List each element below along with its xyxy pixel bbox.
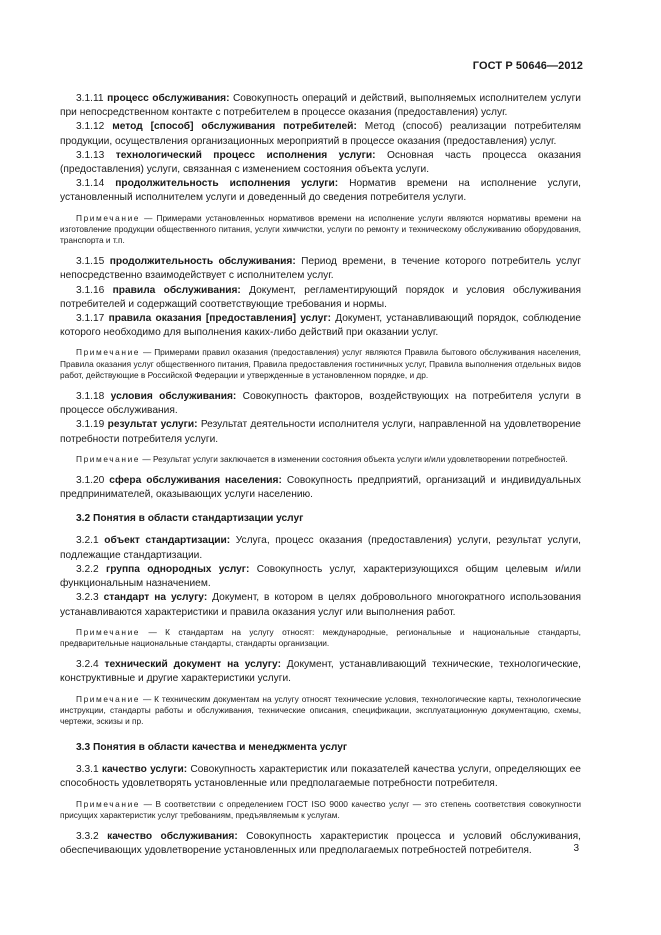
term-entry: 3.1.13 технологический процесс исполнения услуги: Основная часть процесса оказания (предоставления) услуги, связанная с изменением состояния объекта услуги.: [60, 149, 581, 176]
term-entry: 3.1.16 правила обслуживания: Документ, регламентирующий порядок и условия обслуживания потребителей и содержащий соответствующие требования и нормы.: [60, 284, 581, 310]
page-number: 3: [573, 843, 579, 854]
term-entry: 3.2.2 группа однородных услуг: Совокупность услуг, характеризующихся общим целевым и/или функциональным назначением.: [60, 563, 581, 590]
section-heading: 3.3 Понятия в области качества и менеджмента услуг: [76, 742, 348, 754]
term-entry: 3.2.1 объект стандартизации: Услуга, процесс оказания (предоставления) услуги, результат услуги, подлежащие стандартизации.: [60, 535, 581, 561]
page-content: [60, 92, 581, 858]
term-entry: 3.1.14 продолжительность исполнения услуги: Норматив времени на исполнение услуги, установленный исполнителем услуги и доведенный до сведения потребителя услуги.: [60, 178, 581, 204]
term-entry: 3.2.4 технический документ на услугу: Документ, устанавливающий технические, технологические, конструктивные и другие характеристики услуги.: [60, 659, 581, 685]
note: Примечание — Примерами правил оказания (предоставления) услуг являются Правила бытового обслуживания населения, Правила оказания услуг общественного питания, Правила предоставления гостиничных услуг, Правила выполнения отдельных видов работ, действующие в Российской Федерации и утвержденные в установленном порядке, и др.: [60, 347, 581, 380]
term-entry: 3.1.18 условия обслуживания: Совокупность факторов, воздействующих на потребителя услуги в процессе обслуживания.: [60, 391, 581, 417]
note: Примечание — В соответствии с определением ГОСТ ISO 9000 качество услуг — это степень соответствия совокупности присущих характеристик услуг требованиям, предъявляемым к услугам.: [60, 798, 582, 820]
note: Примечание — К стандартам на услугу относят: международные, региональные и национальные стандарты, предварительные национальные стандарты, стандарты организации.: [60, 626, 581, 648]
term-entry: 3.1.12 метод [способ] обслуживания потребителей: Метод (способ) реализации потребителям продукции, осуществления организационных мероприятий в процессе оказания (предоставления) услуг.: [60, 121, 581, 147]
term-entry: 3.1.15 продолжительность обслуживания: Период времени, в течение которого потребитель услуг непосредственно взаимодействует с исполнителем услуг.: [60, 256, 581, 282]
term-entry: 3.1.17 правила оказания [предоставления] услуг: Документ, устанавливающий порядок, соблюдение которого необходимо для выполнения каких-либо действий при оказании услуг.: [60, 313, 581, 339]
note: Примечание — К техническим документам на услугу относят технические условия, технологические карты, технологические инструкции, стандарты работы и обслуживания, технические описания, спецификации, эксплуатационную документацию, схемы, чертежи, эскизы и пр.: [60, 693, 582, 726]
term-entry: 3.1.20 сфера обслуживания населения: Совокупность предприятий, организаций и индивидуальных предпринимателей, оказывающих услуги населению.: [60, 475, 581, 501]
term-entry: 3.2.3 стандарт на услугу: Документ, в котором в целях добровольного многократного использования устанавливаются характеристики и правила оказания услуг или выполнения работ.: [60, 592, 581, 618]
term-entry: 3.3.2 качество обслуживания: Совокупность характеристик процесса и условий обслуживания, обеспечивающих удовлетворение установленных или предполагаемых потребностей потребителя.: [60, 830, 581, 857]
standard-header: ГОСТ Р 50646—2012: [472, 60, 583, 72]
term-entry: 3.3.1 качество услуги: Совокупность характеристик или показателей качества услуги, определяющих ее способность удовлетворять установленные или предполагаемые потребности потребителя.: [60, 764, 581, 790]
term-entry: 3.1.19 результат услуги: Результат деятельности исполнителя услуги, направленной на удовлетворение потребности потребителя услуги.: [60, 419, 581, 445]
note: Примечание — Примерами установленных нормативов времени на исполнение услуги являются нормативы времени на изготовление продукции общественного питания, услуги химчистки, услуги по ремонту и техническому обслуживанию оборудования, транспорта и т.п.: [60, 212, 581, 246]
note: Примечание — Результат услуги заключается в изменении состояния объекта услуги и/или удовлетворении потребностей.: [76, 453, 568, 464]
section-heading: 3.2 Понятия в области стандартизации услуг: [76, 513, 304, 525]
term-entry: 3.1.11 процесс обслуживания: Совокупность операций и действий, выполняемых исполнителем услуги при непосредственном контакте с потребителем в процессе оказания (предоставления) услуг.: [60, 93, 581, 119]
